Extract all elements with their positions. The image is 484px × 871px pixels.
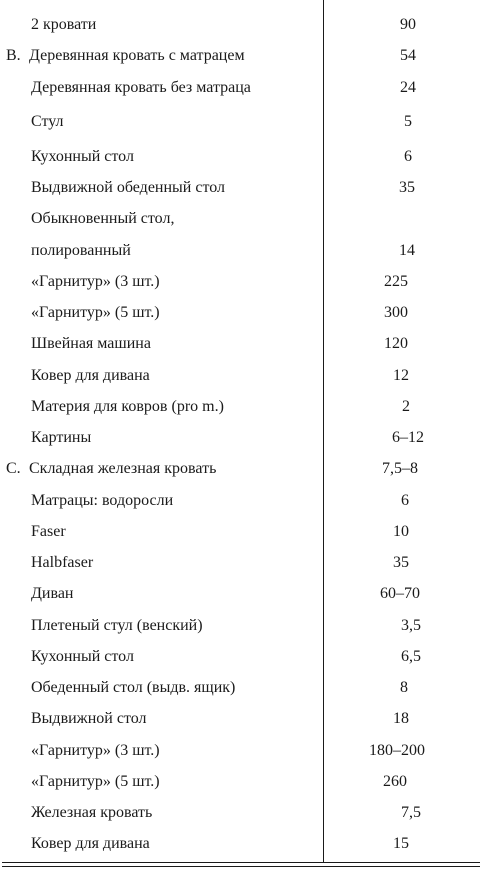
item-name: «Гарнитур» (5 шт.): [31, 773, 160, 790]
item-price: 14: [399, 242, 415, 259]
item-price: 3,5: [401, 617, 421, 634]
item-name: Диван: [31, 585, 74, 602]
item-price: 60–70: [380, 585, 420, 602]
item-name: Деревянная кровать с матрацем: [29, 47, 245, 64]
table-row: [0, 738, 484, 764]
item-price: 6: [401, 492, 409, 509]
item-name: Обеденный стол (выдв. ящик): [31, 679, 236, 696]
item-price: 180–200: [369, 742, 425, 759]
item-price: 54: [400, 47, 416, 64]
item-price: 15: [393, 835, 409, 852]
table-row: [0, 109, 484, 135]
item-price: 7,5–8: [382, 460, 418, 477]
table-row: [0, 394, 484, 420]
item-price: 300: [384, 304, 408, 321]
item-price: 8: [400, 679, 408, 696]
item-name: Выдвижной обеденный стол: [31, 179, 226, 196]
table-row: [0, 269, 484, 295]
table-row: [0, 519, 484, 545]
section-marker: B.: [6, 47, 21, 64]
item-price: 90: [400, 16, 416, 33]
table-row: [0, 706, 484, 732]
item-name: Стул: [31, 113, 64, 130]
item-price: 18: [393, 710, 409, 727]
item-name: Faser: [31, 523, 66, 540]
table-row: [0, 675, 484, 701]
table-row: [0, 425, 484, 451]
table-row: [0, 581, 484, 607]
item-name: Выдвижной стол: [31, 710, 147, 727]
item-name: Ковер для дивана: [31, 367, 150, 384]
table-row: [0, 800, 484, 826]
item-price: 24: [400, 79, 416, 96]
item-price: 6: [404, 148, 412, 165]
item-price: 12: [393, 367, 409, 384]
item-price: 7,5: [401, 804, 421, 821]
bottom-rule-double: [2, 866, 480, 867]
item-name: Деревянная кровать без матраца: [31, 79, 251, 96]
item-price: 225: [384, 273, 408, 290]
item-name: Кухонный стол: [31, 648, 134, 665]
table-row: [0, 238, 484, 264]
item-price: 6–12: [392, 429, 424, 446]
table-row: [0, 206, 484, 232]
item-name: Швейная машина: [31, 335, 151, 352]
item-name: Складная железная кровать: [29, 460, 217, 477]
item-price: 260: [383, 773, 407, 790]
item-name: Кухонный стол: [31, 148, 134, 165]
table-row: [0, 144, 484, 170]
table-row: [0, 363, 484, 389]
item-name: Обыкновенный стол,: [31, 210, 175, 227]
table-row: [0, 75, 484, 101]
table-row: [0, 769, 484, 795]
table-row: [0, 300, 484, 326]
item-name: Halbfaser: [31, 554, 94, 571]
item-price: 5: [404, 113, 412, 130]
table-row: [0, 550, 484, 576]
table-row: [0, 456, 484, 482]
section-marker: C.: [6, 460, 21, 477]
item-name: «Гарнитур» (3 шт.): [31, 742, 160, 759]
table-row: [0, 331, 484, 357]
table-row: [0, 12, 484, 38]
table-row: [0, 43, 484, 69]
item-name: «Гарнитур» (5 шт.): [31, 304, 160, 321]
table-row: [0, 831, 484, 857]
item-name: полированный: [31, 242, 131, 259]
item-price: 6,5: [401, 648, 421, 665]
item-price: 10: [393, 523, 409, 540]
item-name: Железная кровать: [31, 804, 153, 821]
item-name: Матрацы: водоросли: [31, 492, 174, 509]
item-price: 35: [393, 554, 409, 571]
item-price: 120: [384, 335, 408, 352]
table-row: [0, 644, 484, 670]
item-name: Картины: [31, 429, 92, 446]
item-name: Ковер для дивана: [31, 835, 150, 852]
item-name: «Гарнитур» (3 шт.): [31, 273, 160, 290]
item-name: Материя для ковров (pro m.): [31, 398, 224, 415]
bottom-rule: [2, 862, 480, 863]
item-price: 35: [399, 179, 415, 196]
table-row: [0, 613, 484, 639]
table-row: [0, 175, 484, 201]
item-name: Плетеный стул (венский): [31, 617, 203, 634]
table-row: [0, 488, 484, 514]
item-name: 2 кровати: [31, 16, 97, 33]
item-price: 2: [402, 398, 410, 415]
